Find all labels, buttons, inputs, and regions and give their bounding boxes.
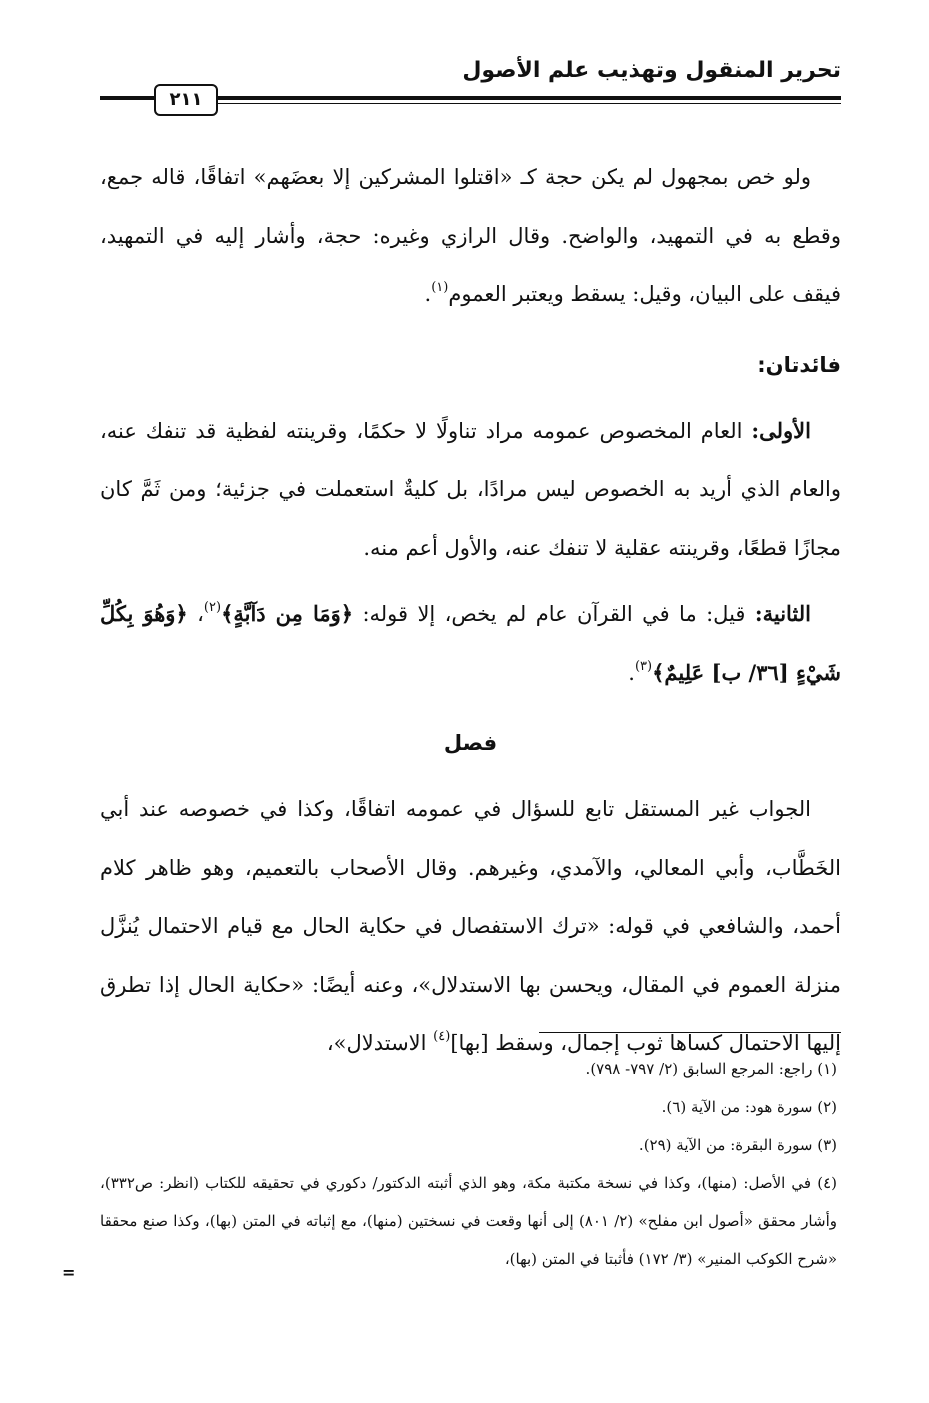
header-rule-left [100,96,154,100]
footnote-ref-3: (٣) [634,658,653,674]
heading-faidatan: فائدتان: [757,352,841,377]
paragraph-2-text: العام المخصوص عمومه مراد تناولًا لا حكمًا، وقرينته لفظية قد تنفك عنه، والعام الذي أريد به الخصوص ليس مرادًا، بل كليةٌ استعملت في جزئية؛ ومن ثَمَّ كان مجازًا قطعًا، وقرينته عقلية لا تنفك عنه، والأول أعم منه. [100,418,841,560]
paragraph-3-text-a: قيل: ما في القرآن عام لم يخص، إلا قوله: [353,602,755,626]
heading-fasl: فصل [443,731,498,755]
paragraph-4-text-b: الاستدلال»، [326,1031,434,1055]
book-title: تحرير المنقول وتهذيب علم الأصول [462,58,841,83]
footnote-ref-4: (٤) [433,1029,451,1044]
paragraph-4 [100,780,841,1073]
paragraph-3-lead: الثانية: [754,601,812,626]
header-rule [218,96,841,100]
quran-verse-2: ﴿وَهُوَ بِكُلِّ شَيْءٍ [٣٦/ ب] عَلِيمٌ﴾ [100,601,841,685]
quran-verse-1: ﴿وَمَا مِن دَآبَّةٍ﴾ [221,601,354,626]
footnote-separator [539,1032,841,1033]
body-text [100,148,841,1073]
running-header [100,58,841,118]
paragraph-1 [100,148,841,324]
footnotes [100,1050,837,1278]
footnote-ref-1: (١) [431,280,449,295]
paragraph-1-text: ولو خص بمجهول لم يكن حجة كـ «اقتلوا المشركين إلا بعضَهم» اتفاقًا، قاله جمع، وقطع به في التمهيد، والواضح. وقال الرازي وغيره: حجة، وأشار إليه في التمهيد، فيقف على البيان، وقيل: يسقط ويعتبر العموم [100,165,841,306]
footnote-4: (٤) في الأصل: (منها)، وكذا في نسخة مكتبة مكة، وهو الذي أثبته الدكتور/ دكوري في تحقيقه للكتاب (انظر: ص٣٣٢)، وأشار محقق «أصول ابن مفلح» (٢/ ٨٠١) إلى أنها وقعت في نسختين (منها)، مع إثباته في المتن (بها)، وكذا صنع محققا «شرح الكوكب المنير» (٣/ ١٧٢) فأثبتا في المتن (بها)، [100,1174,837,1268]
header-rule-thin [218,103,841,104]
paragraph-3 [100,585,841,702]
paragraph-3-end: . [628,660,635,685]
footnote-2: (٢) سورة هود: من الآية (٦). [661,1098,837,1116]
footnote-3: (٣) سورة البقرة: من الآية (٢٩). [638,1136,837,1154]
paragraph-4-text-a: الجواب غير المستقل تابع للسؤال في عمومه اتفاقًا، وكذا في خصوصه عند أبي الخَطَّاب، وأبي المعالي، والآمدي، وغيرهم. وقال الأصحاب بالتعميم، وهو ظاهر كلام أحمد، والشافعي في قوله: «ترك الاستفصال في حكاية الحال مع قيام الاحتمال يُنزَّل منزلة العموم في المقال، ويحسن بها الاستدلال»، وعنه أيضًا: «حكاية الحال إذا تطرق إليها الاحتمال كساها ثوب إجمال، وسقط [بها] [100,797,841,1055]
paragraph-1-end: . [424,282,432,306]
continuation-mark: = [62,1263,76,1282]
paragraph-2-lead: الأولى: [751,417,811,443]
paragraph-3-text-b: ، [187,602,204,626]
paragraph-2 [100,402,841,578]
footnote-ref-2: (٢) [203,600,222,615]
page-number: ٢١١ [154,84,218,116]
footnote-1: (١) راجع: المرجع السابق (٢/ ٧٩٧- ٧٩٨). [585,1060,837,1078]
